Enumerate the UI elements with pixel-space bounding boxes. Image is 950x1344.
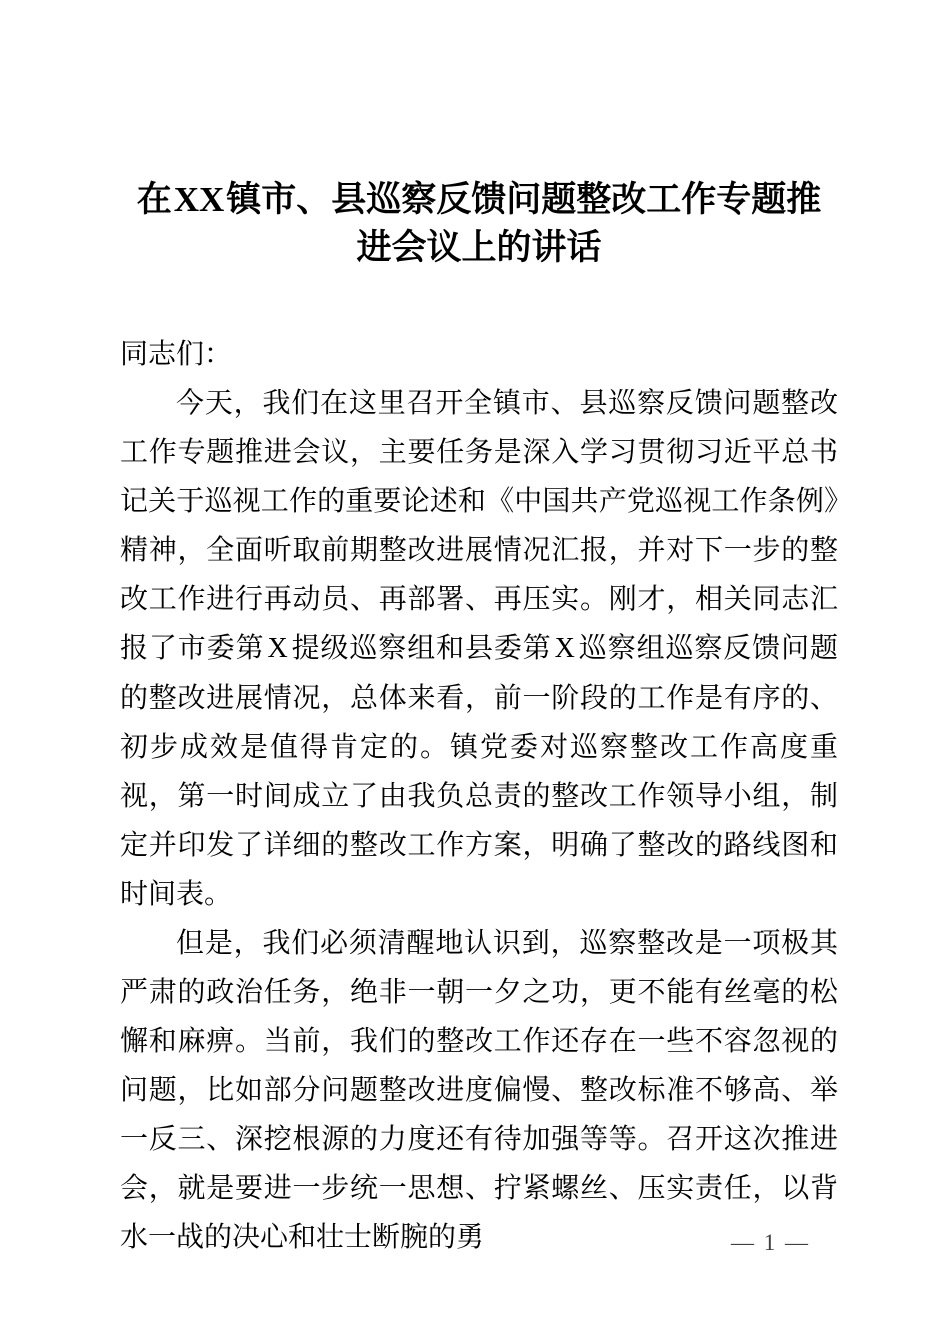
salutation: 同志们： [120, 338, 233, 369]
page-title [120, 0, 838, 272]
document-body [120, 0, 838, 1261]
title-placeholder-xx: XX [173, 180, 225, 219]
title-text-prefix: 在 [136, 180, 172, 219]
paragraph-1-segment-1: 今天，我们在这里召开全镇市、县巡察反馈问题整改工作专题推进会议，主要任务是深入学习贯彻习近平总书记关于巡视工作的重要论述和《中国共产党巡视工作条例》精神，全面听取前期整改进展情况汇报，并对下一步的整改工作进行再动员、再部署、再压实。刚才，相关同志汇报了市委第 [120, 387, 838, 663]
body-paragraph-2 [120, 918, 838, 1261]
paragraph-1-segment-2: 提级巡察组和县委第 [290, 632, 552, 663]
paragraph-1-placeholder-x-2: X [554, 633, 575, 664]
page-footer [120, 1228, 838, 1258]
paragraph-1-placeholder-x-1: X [267, 633, 288, 664]
body-paragraph-1 [120, 378, 838, 918]
paragraph-2-segment-1: 但是，我们必须清醒地认识到，巡察整改是一项极其严肃的政治任务，绝非一朝一夕之功，更不能有丝毫的松懈和麻痹。当前，我们的整改工作还存在一些不容忽视的问题，比如部分问题整改进度偏慢、整改标准不够高、举一反三、深挖根源的力度还有待加强等等。召开这次推进会，就是要进一步统一思想、拧紧螺丝、压实责任，以背水一战的决心和壮士断腕的勇 [120, 927, 838, 1252]
title-text-suffix: 镇市、县巡察反馈问题整改工作专题推进会议上的讲话 [226, 180, 822, 267]
paragraph-1-segment-3: 巡察组巡察反馈问题的整改进展情况，总体来看，前一阶段的工作是有序的、初步成效是值得肯定的。镇党委对巡察整改工作高度重视，第一时间成立了由我负总责的整改工作领导小组，制定并印发了详细的整改工作方案，明确了整改的路线图和时间表。 [120, 632, 838, 909]
page-number-marker: — 1 — [731, 1230, 810, 1255]
